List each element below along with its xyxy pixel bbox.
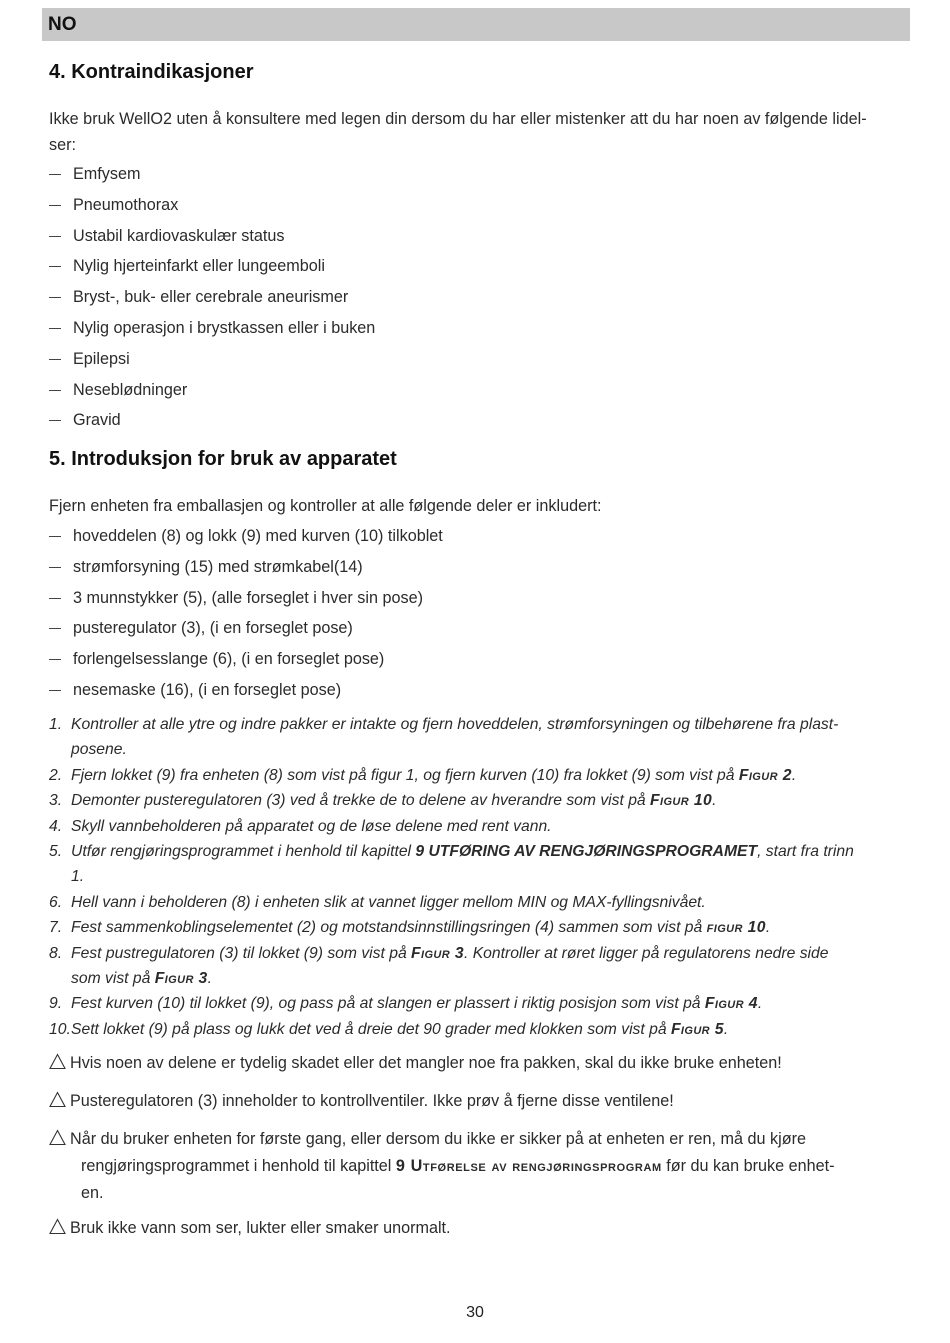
figure-reference: Figur 5 [670,1020,724,1038]
step-text-continued: posene. [71,741,127,759]
list-item: Neseblødninger [49,375,375,406]
warning-text: Hvis noen av delene er tydelig skadet eller det mangler noe fra pakken, skal du ikke bruke enheten! [70,1054,782,1072]
step-3 [49,788,909,813]
step-text: Utfør rengjøringsprogrammet i henhold til kapittel [71,843,416,861]
step-number: 7. [49,919,63,937]
step-text: Sett lokket (9) på plass og lukk det ved å dreie det 90 grader med klokken som vist på [71,1020,671,1038]
warning-triangle-icon [49,1218,66,1235]
warning-text-part: rengjøringsprogrammet i henhold til kapittel [81,1157,396,1175]
step-10 [49,1017,909,1042]
list-item: Pneumothorax [49,190,375,221]
list-item: pusteregulator (3), (i en forseglet pose) [49,613,443,644]
step-text-continued: som vist på [71,970,155,988]
step-text: Fest pustregulatoren (3) til lokket (9) som vist på [71,944,412,962]
section-4-intro [49,106,904,158]
step-number: 10. [49,1020,71,1038]
step-text-end: . [791,766,797,784]
step-number: 5. [49,843,63,861]
list-item: Bryst-, buk- eller cerebrale aneurismer [49,282,375,313]
list-item: nesemaske (16), (i en forseglet pose) [49,675,443,706]
included-parts-list [49,521,443,706]
step-text-end: . [712,792,717,810]
step-6 [49,890,909,915]
step-text: Skyll vannbeholderen på apparatet og de løse delene med rent vann. [71,817,552,835]
section-5-heading: 5. Introduksjon for bruk av apparatet [49,448,397,470]
step-text-end: . [765,919,771,937]
step-number: 3. [49,792,63,810]
warning-text-part: før du kan bruke enhet- [661,1157,835,1175]
step-1 [49,712,909,763]
step-text-end: . [757,995,763,1013]
warning-damaged-parts [49,1050,909,1077]
step-text: Kontroller at alle ytre og indre pakker er intakte og fjern hoveddelen, strømforsyningen og tilbehørene fra plast- [71,716,839,733]
figure-reference: Figur 3 [411,944,464,962]
section-4-heading: 4. Kontraindikasjoner [49,61,254,83]
page-number: 30 [466,1304,484,1321]
warning-text-continued [49,1153,909,1180]
step-text: Fest kurven (10) til lokket (9), og pass på at slangen er plassert i riktig posisjon som vist på [71,995,705,1013]
warning-control-valves [49,1088,909,1115]
language-header [42,8,910,41]
warning-triangle-icon [49,1129,66,1146]
list-item: hoveddelen (8) og lokk (9) med kurven (10) tilkoblet [49,521,443,552]
step-text-end: , start fra trinn [757,843,854,861]
section-4-intro-line-1: Ikke bruk WellO2 uten å konsultere med legen din dersom du har eller mistenker att du har noen av følgende lidel- [49,110,867,128]
list-item: Ustabil kardiovaskulær status [49,221,375,252]
step-9 [49,991,909,1016]
step-number: 8. [49,944,63,962]
chapter-reference: 9 Utførelse av rengjøringsprogram [395,1157,662,1175]
step-text: Fjern lokket (9) fra enheten (8) som vist på figur 1, og fjern kurven (10) fra lokket (9) som vist på [71,766,739,784]
warning-triangle-icon [49,1091,66,1108]
list-item: Nylig operasjon i brystkassen eller i buken [49,313,375,344]
figure-reference: Figur 3 [154,970,208,988]
step-number: 6. [49,893,63,911]
step-text-continued: 1. [71,868,85,886]
warning-abnormal-water [49,1215,909,1242]
step-5 [49,839,909,890]
section-4-intro-line-2: ser: [49,136,76,154]
step-text: Fest sammenkoblingselementet (2) og motstandsinnstillingsringen (4) sammen som vist på [71,919,707,937]
warning-text: Når du bruker enheten for første gang, eller dersom du ikke er sikker på at enheten er ren, må du kjøre [70,1130,806,1148]
step-8 [49,941,909,992]
step-2 [49,763,909,788]
warning-text-continued: en. [81,1184,104,1202]
step-number: 2. [49,766,63,784]
figure-reference: Figur 10 [650,792,713,810]
list-item: Emfysem [49,159,375,190]
figure-reference: figur 10 [706,919,766,937]
step-text-end: . [723,1020,729,1038]
contraindications-list [49,159,375,436]
step-text-end: . [207,970,213,988]
warning-first-use-cleaning [49,1126,909,1207]
figure-reference: Figur 2 [738,766,792,784]
list-item: strømforsyning (15) med strømkabel(14) [49,552,443,583]
step-4 [49,814,909,839]
list-item: Nylig hjerteinfarkt eller lungeemboli [49,251,375,282]
setup-steps-list [49,712,909,1042]
step-number: 9. [49,995,63,1013]
step-text: Hell vann i beholderen (8) i enheten slik at vannet ligger mellom MIN og MAX-fyllingsnivået. [71,893,706,911]
language-code: NO [48,14,77,35]
list-item: forlengelsesslange (6), (i en forseglet pose) [49,644,443,675]
figure-reference: Figur 4 [704,995,758,1013]
section-5-intro: Fjern enheten fra emballasjen og kontroller at alle følgende deler er inkludert: [49,497,602,515]
chapter-reference: 9 UTFØRING AV RENGJØRINGSPROGRAMET [415,843,758,861]
warning-text: Bruk ikke vann som ser, lukter eller smaker unormalt. [70,1219,451,1237]
step-number: 1. [49,716,63,733]
step-text: Demonter pusteregulatoren (3) ved å trekke de to delene av hverandre som vist på [71,792,651,810]
step-text-middle: . Kontroller at røret ligger på regulatorens nedre side [464,944,829,962]
warning-triangle-icon [49,1053,66,1070]
list-item: 3 munnstykker (5), (alle forseglet i hver sin pose) [49,583,443,614]
list-item: Epilepsi [49,344,375,375]
warning-text: Pusteregulatoren (3) inneholder to kontrollventiler. Ikke prøv å fjerne disse ventilene! [70,1092,674,1110]
step-number: 4. [49,817,63,835]
list-item: Gravid [49,405,375,436]
step-7 [49,915,909,940]
